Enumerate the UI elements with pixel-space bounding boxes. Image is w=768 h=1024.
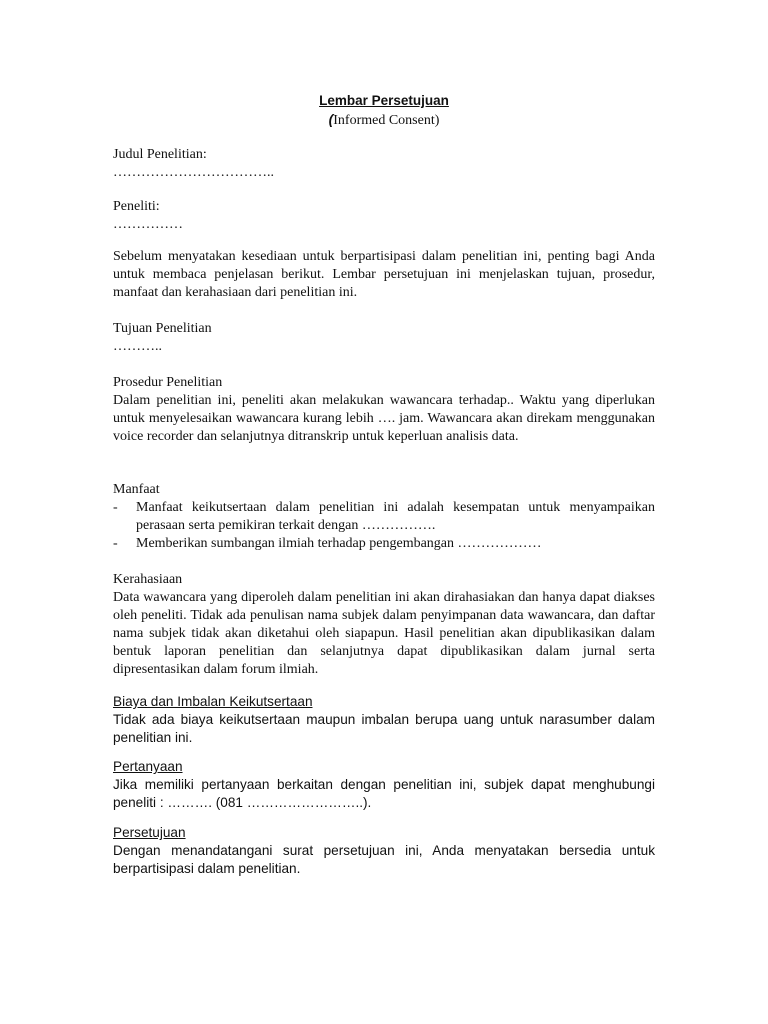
tujuan-heading: Tujuan Penelitian — [113, 321, 212, 336]
pertanyaan-section — [113, 758, 655, 812]
manfaat-item — [113, 535, 655, 553]
subtitle-paren: ( — [328, 111, 334, 127]
manfaat-heading: Manfaat — [113, 482, 160, 497]
peneliti-value: …………… — [113, 217, 183, 232]
biaya-heading: Biaya dan Imbalan Keikutsertaan — [113, 694, 313, 709]
peneliti-label: Peneliti: — [113, 199, 160, 214]
prosedur-section — [113, 374, 655, 446]
judul-value: …………………………….. — [113, 165, 274, 180]
biaya-body: Tidak ada biaya keikutsertaan maupun imbalan berupa uang untuk narasumber dalam penelitian ini. — [113, 712, 655, 745]
kerahasiaan-body: Data wawancara yang diperoleh dalam penelitian ini akan dirahasiakan dan hanya dapat diakses oleh peneliti. Tidak ada penulisan nama subjek dalam penyimpanan data wawancara, dan daftar nama subjek tidak akan diketahui oleh siapapun. Hasil penelitian akan dipublikasikan dalam bentuk laporan penelitian dan selanjutnya dapat dipublikasikan dalam jurnal serta dipresentasikan dalam forum ilmiah. — [113, 590, 655, 677]
bullet-dash: - — [113, 536, 118, 551]
manfaat-item — [113, 499, 655, 535]
tujuan-body: ……….. — [113, 339, 162, 354]
title-block — [113, 92, 655, 130]
judul-section — [113, 146, 655, 182]
document-subtitle — [113, 110, 655, 130]
prosedur-heading: Prosedur Penelitian — [113, 375, 223, 390]
persetujuan-body: Dengan menandatangani surat persetujuan ini, Anda menyatakan bersedia untuk berpartisipasi dalam penelitian. — [113, 843, 655, 876]
tujuan-section — [113, 320, 655, 356]
persetujuan-section — [113, 824, 655, 878]
persetujuan-heading: Persetujuan — [113, 825, 186, 840]
manfaat-item-text: Manfaat keikutsertaan dalam penelitian ini adalah kesempatan untuk menyampaikan perasaan serta pemikiran terkait dengan ……………. — [136, 500, 655, 533]
manfaat-item-text: Memberikan sumbangan ilmiah terhadap pengembangan ……………… — [136, 536, 542, 551]
kerahasiaan-heading: Kerahasiaan — [113, 572, 183, 587]
manfaat-list — [113, 499, 655, 553]
bullet-dash: - — [113, 500, 118, 515]
subtitle-text: Informed Consent) — [333, 113, 440, 128]
peneliti-section — [113, 198, 655, 234]
judul-label: Judul Penelitian: — [113, 147, 207, 162]
biaya-section — [113, 693, 655, 747]
pertanyaan-heading: Pertanyaan — [113, 759, 183, 774]
kerahasiaan-section — [113, 571, 655, 679]
prosedur-body: Dalam penelitian ini, peneliti akan melakukan wawancara terhadap.. Waktu yang diperlukan untuk menyelesaikan wawancara kurang lebih …. jam. Wawancara akan direkam menggunakan voice recorder dan selanjutnya ditranskrip untuk keperluan analisis data. — [113, 393, 655, 444]
pertanyaan-body: Jika memiliki pertanyaan berkaitan dengan penelitian ini, subjek dapat menghubungi peneliti : ………. (081 ……………………..). — [113, 777, 655, 810]
intro-paragraph: Sebelum menyatakan kesediaan untuk berpartisipasi dalam penelitian ini, penting bagi Anda untuk membaca penjelasan berikut. Lembar persetujuan ini menjelaskan tujuan, prosedur, manfaat dan kerahasiaan dari penelitian ini. — [113, 249, 655, 300]
document-title: Lembar Persetujuan — [319, 93, 449, 108]
